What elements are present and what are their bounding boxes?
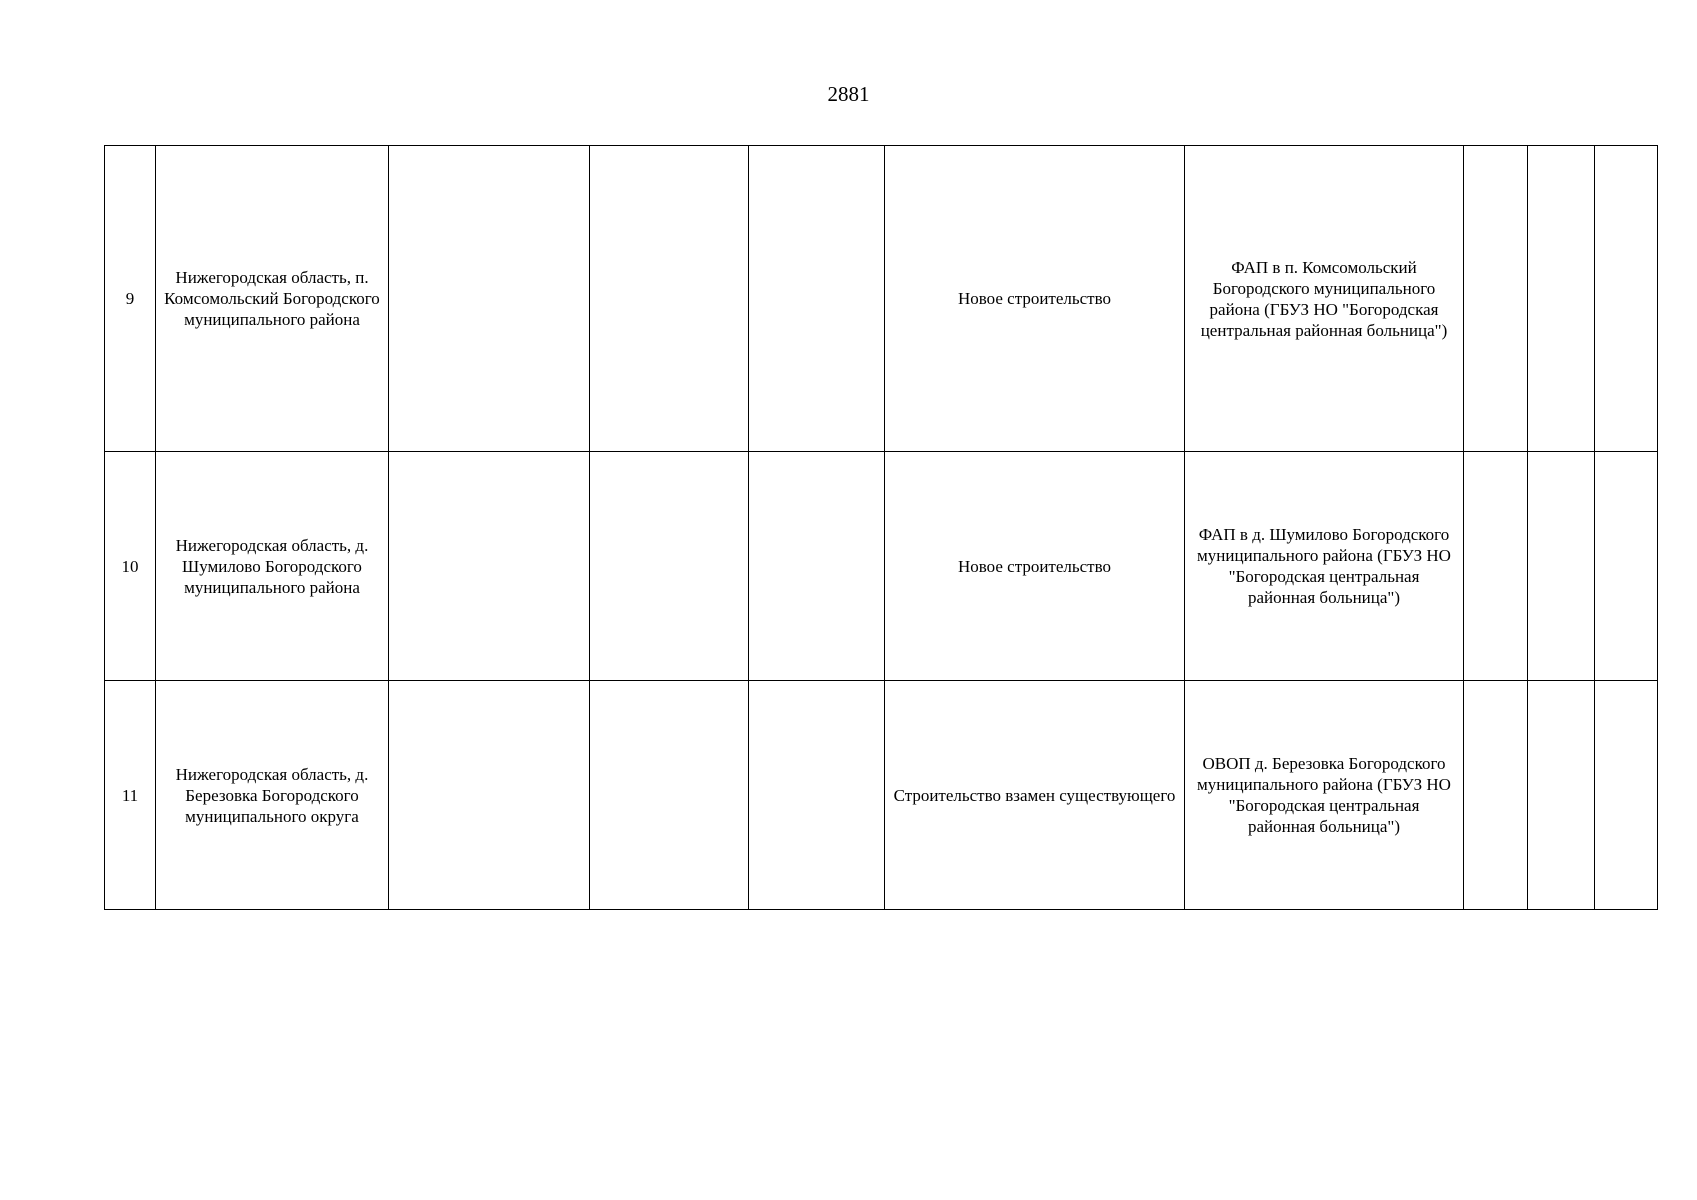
location-cell: Нижегородская область, п. Комсомольский Богородского муниципального района	[156, 146, 389, 452]
empty-cell	[1464, 146, 1528, 452]
row-number-cell: 9	[105, 146, 156, 452]
empty-cell	[1464, 452, 1528, 681]
facility-name-cell: ОВОП д. Березовка Богородского муниципального района (ГБУЗ НО "Богородская центральная районная больница")	[1185, 681, 1464, 910]
empty-cell	[389, 452, 590, 681]
facility-name-cell: ФАП в п. Комсомольский Богородского муниципального района (ГБУЗ НО "Богородская центральная районная больница")	[1185, 146, 1464, 452]
empty-cell	[389, 681, 590, 910]
empty-cell	[1595, 146, 1658, 452]
empty-cell	[590, 146, 749, 452]
location-cell: Нижегородская область, д. Березовка Богородского муниципального округа	[156, 681, 389, 910]
empty-cell	[749, 146, 885, 452]
location-cell: Нижегородская область, д. Шумилово Богородского муниципального района	[156, 452, 389, 681]
empty-cell	[1595, 681, 1658, 910]
construction-type-cell: Новое строительство	[885, 452, 1185, 681]
facility-name-cell: ФАП в д. Шумилово Богородского муниципального района (ГБУЗ НО "Богородская центральная районная больница")	[1185, 452, 1464, 681]
empty-cell	[1464, 681, 1528, 910]
table-row	[105, 146, 1658, 452]
row-number-cell: 11	[105, 681, 156, 910]
empty-cell	[749, 452, 885, 681]
empty-cell	[1595, 452, 1658, 681]
construction-type-cell: Новое строительство	[885, 146, 1185, 452]
empty-cell	[1528, 452, 1595, 681]
row-number-cell: 10	[105, 452, 156, 681]
table-row	[105, 452, 1658, 681]
facilities-table	[104, 145, 1658, 910]
empty-cell	[1528, 146, 1595, 452]
empty-cell	[389, 146, 590, 452]
construction-type-cell: Строительство взамен существующего	[885, 681, 1185, 910]
empty-cell	[1528, 681, 1595, 910]
empty-cell	[749, 681, 885, 910]
table-row	[105, 681, 1658, 910]
page-number: 2881	[827, 82, 870, 106]
empty-cell	[590, 452, 749, 681]
empty-cell	[590, 681, 749, 910]
